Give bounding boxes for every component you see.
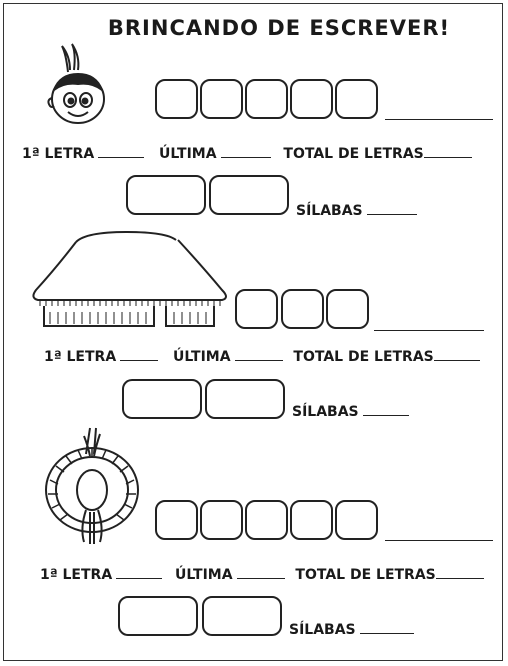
syllables-blank[interactable]	[363, 414, 409, 416]
syllable-box[interactable]	[118, 596, 198, 636]
last-letter-blank[interactable]	[237, 577, 285, 579]
first-letter-label: 1ª LETRA	[40, 567, 113, 583]
thatched-hut-icon	[26, 228, 232, 332]
letter-box[interactable]	[245, 79, 288, 119]
total-letters-label: TOTAL DE LETRAS	[293, 349, 434, 365]
total-letters-blank[interactable]	[424, 156, 472, 158]
first-letter-label: 1ª LETRA	[22, 146, 95, 162]
last-letter-label: ÚLTIMA	[175, 567, 233, 583]
first-letter-blank[interactable]	[120, 359, 158, 361]
total-letters-blank[interactable]	[434, 359, 480, 361]
first-letter-blank[interactable]	[98, 156, 144, 158]
letter-box[interactable]	[200, 500, 243, 540]
letter-box[interactable]	[335, 500, 378, 540]
feather-headdress-icon	[40, 426, 146, 548]
letter-box[interactable]	[290, 500, 333, 540]
letter-box[interactable]	[155, 500, 198, 540]
page-title: BRINCANDO DE ESCREVER!	[107, 16, 451, 40]
letter-box[interactable]	[335, 79, 378, 119]
letter-box[interactable]	[235, 289, 278, 329]
syllables-blank[interactable]	[367, 213, 417, 215]
syllable-box[interactable]	[202, 596, 282, 636]
letter-info-row	[44, 349, 480, 365]
syllables-label: SÍLABAS	[289, 622, 356, 638]
syllable-box[interactable]	[122, 379, 202, 419]
syllables-row	[289, 622, 414, 638]
last-letter-label: ÚLTIMA	[173, 349, 231, 365]
letter-box[interactable]	[155, 79, 198, 119]
syllable-box[interactable]	[126, 175, 206, 215]
letter-box[interactable]	[281, 289, 324, 329]
first-letter-blank[interactable]	[116, 577, 162, 579]
last-letter-label: ÚLTIMA	[159, 146, 217, 162]
syllables-blank[interactable]	[360, 632, 414, 634]
word-answer-line[interactable]	[374, 330, 484, 331]
word-answer-line[interactable]	[385, 540, 493, 541]
syllables-row	[292, 404, 409, 420]
first-letter-label: 1ª LETRA	[44, 349, 117, 365]
last-letter-blank[interactable]	[221, 156, 271, 158]
total-letters-label: TOTAL DE LETRAS	[295, 567, 436, 583]
letter-box[interactable]	[245, 500, 288, 540]
syllables-label: SÍLABAS	[296, 203, 363, 219]
total-letters-label: TOTAL DE LETRAS	[283, 146, 424, 162]
letter-box[interactable]	[326, 289, 369, 329]
letter-box[interactable]	[290, 79, 333, 119]
total-letters-blank[interactable]	[436, 577, 484, 579]
letter-info-row	[40, 567, 484, 583]
syllable-box[interactable]	[205, 379, 285, 419]
letter-info-row	[22, 146, 472, 162]
letter-box[interactable]	[200, 79, 243, 119]
indigenous-child-icon	[40, 42, 125, 127]
word-answer-line[interactable]	[385, 119, 493, 120]
syllables-label: SÍLABAS	[292, 404, 359, 420]
syllable-box[interactable]	[209, 175, 289, 215]
syllables-row	[296, 203, 417, 219]
last-letter-blank[interactable]	[235, 359, 283, 361]
